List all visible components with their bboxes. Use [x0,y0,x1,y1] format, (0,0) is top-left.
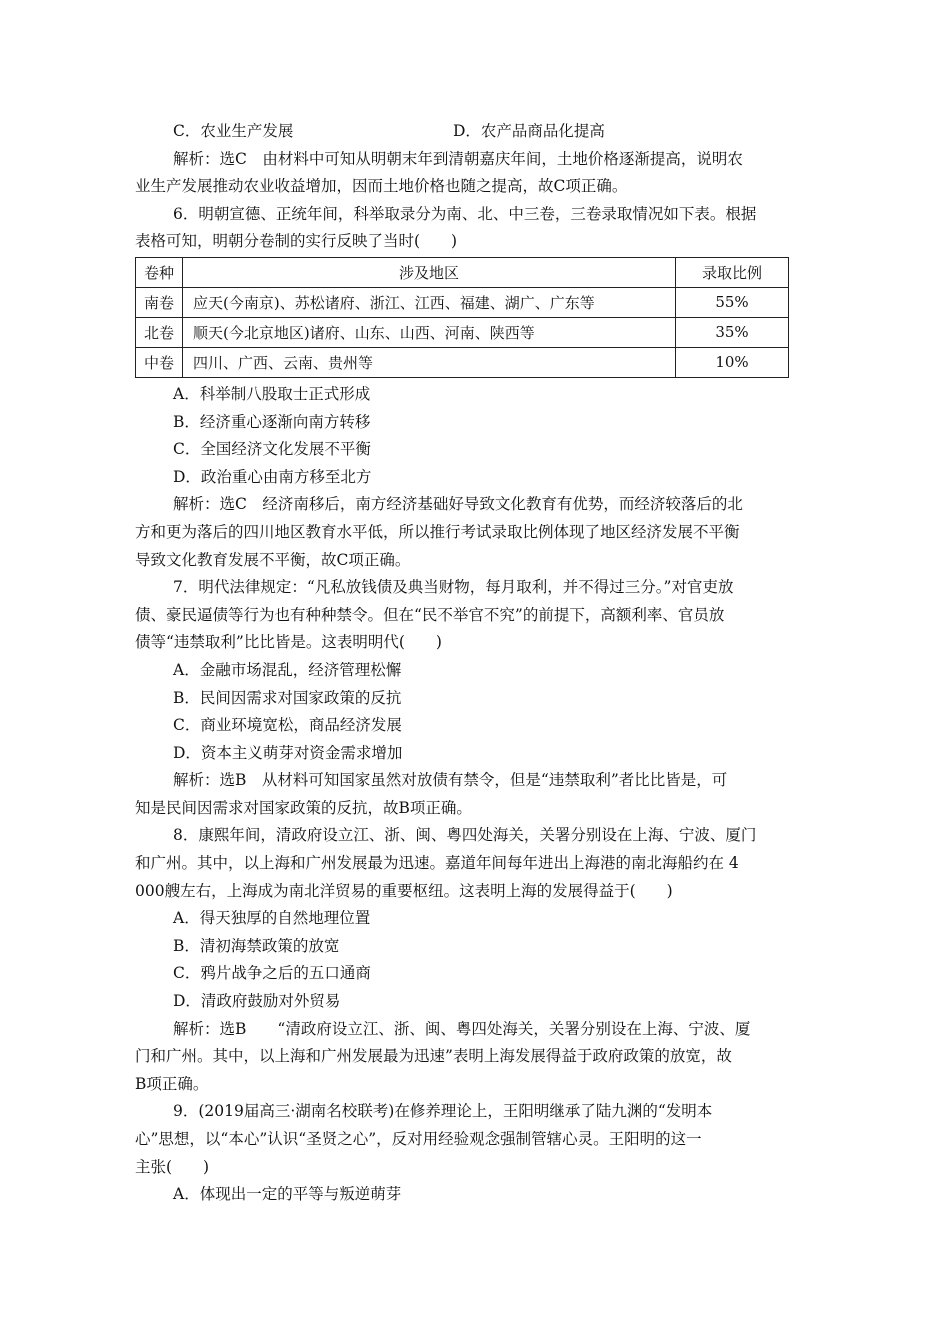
q9-stem-line-2: 心”思想，以“本心”认识“圣贤之心”，反对用经验观念强制管辖心灵。王阳明的这一 [135,1130,702,1148]
table-cell: 10% [676,347,789,377]
table-cell: 应天(今南京)、苏松诸府、浙江、江西、福建、湖广、广东等 [183,287,676,317]
q8-option-c: C．鸦片战争之后的五口通商 [173,964,371,983]
q6-analysis-line-2: 方和更为落后的四川地区教育水平低，所以推行考试录取比例体现了地区经济发展不平衡 [135,522,740,541]
exam-page [135,118,815,1209]
q6-option-b: B．经济重心逐渐向南方转移 [173,412,371,431]
q5-option-c: C．农业生产发展 [173,122,294,140]
table-row [136,347,789,377]
q8-analysis-line-3: B项正确。 [135,1074,209,1093]
q6-analysis-line-1: 解析：选C 经济南移后，南方经济基础好导致文化教育有优势，而经济较落后的北 [173,495,743,514]
table-header-cell: 卷种 [136,257,183,287]
table-row [136,287,789,317]
q5-option-d: D．农产品商品化提高 [453,122,605,140]
q7-option-c: C．商业环境宽松，商品经济发展 [173,716,402,735]
q7-option-a: A．金融市场混乱，经济管理松懈 [173,660,402,679]
q7-analysis-line-1: 解析：选B 从材料可知国家虽然对放债有禁令，但是“违禁取利”者比比皆是，可 [173,771,728,790]
q7-option-d: D．资本主义萌芽对资金需求增加 [173,743,403,762]
q6-stem-line-1: 6．明朝宣德、正统年间，科举取录分为南、北、中三卷，三卷录取情况如下表。根据 [173,204,757,223]
q8-option-b: B．清初海禁政策的放宽 [173,936,340,955]
table-cell: 中卷 [136,347,183,377]
q5-analysis-line-2: 业生产发展推动农业收益增加，因而土地价格也随之提高，故C项正确。 [135,177,628,196]
q9-stem-line-3: 主张( ) [135,1157,210,1176]
q7-analysis-line-2: 知是民间因需求对国家政策的反抗，故B项正确。 [135,798,472,817]
table-cell: 四川、广西、云南、贵州等 [183,347,676,377]
table-row [136,317,789,347]
q6-option-d: D．政治重心由南方移至北方 [173,467,372,486]
table-cell: 南卷 [136,287,183,317]
q8-analysis-line-1: 解析：选B “清政府设立江、浙、闽、粤四处海关，关署分别设在上海、宁波、厦 [173,1019,751,1038]
q8-stem-line-1: 8．康熙年间，清政府设立江、浙、闽、粤四处海关，关署分别设在上海、宁波、厦门 [173,826,757,845]
table-header-row [136,257,789,287]
table-header-cell: 录取比例 [676,257,789,287]
q7-stem-line-3: 债等“违禁取利”比比皆是。这表明明代( ) [135,633,442,652]
q6-option-a: A．科举制八股取士正式形成 [173,384,371,403]
q7-stem-line-2: 债、豪民逼债等行为也有种种禁令。但在“民不举官不究”的前提下，高额利率、官员放 [135,605,725,624]
q6-analysis-line-3: 导致文化教育发展不平衡，故C项正确。 [135,550,411,569]
table-cell: 35% [676,317,789,347]
q5-options-cd [135,118,815,146]
q6-stem-line-2: 表格可知，明朝分卷制的实行反映了当时( ) [135,232,458,251]
q7-option-b: B．民间因需求对国家政策的反抗 [173,688,402,707]
table-cell: 北卷 [136,317,183,347]
q5-analysis-line-1: 解析：选C 由材料中可知从明朝末年到清朝嘉庆年间，土地价格逐渐提高，说明农 [173,149,743,168]
table-header-cell: 涉及地区 [183,257,676,287]
q6-option-c: C．全国经济文化发展不平衡 [173,440,371,459]
table-cell: 55% [676,287,789,317]
q8-option-a: A．得天独厚的自然地理位置 [173,909,371,928]
table-cell: 顺天(今北京地区)诸府、山东、山西、河南、陕西等 [183,317,676,347]
q8-stem-line-3: 000艘左右，上海成为南北洋贸易的重要枢纽。这表明上海的发展得益于( ) [135,881,673,900]
q9-stem-line-1: 9．(2019届高三·湖南名校联考)在修养理论上，王阳明继承了陆九渊的“发明本 [173,1102,713,1121]
q8-stem-line-2: 和广州。其中，以上海和广州发展最为迅速。嘉道年间每年进出上海港的南北海船约在 4 [135,854,739,873]
q7-stem-line-1: 7．明代法律规定：“凡私放钱债及典当财物，每月取利，并不得过三分。”对官吏放 [173,578,734,597]
q9-option-a: A．体现出一定的平等与叛逆萌芽 [173,1185,402,1204]
q8-analysis-line-2: 门和广州。其中，以上海和广州发展最为迅速”表明上海发展得益于政府政策的放宽，故 [135,1047,732,1066]
q8-option-d: D．清政府鼓励对外贸易 [173,992,341,1011]
q6-table [135,257,789,378]
